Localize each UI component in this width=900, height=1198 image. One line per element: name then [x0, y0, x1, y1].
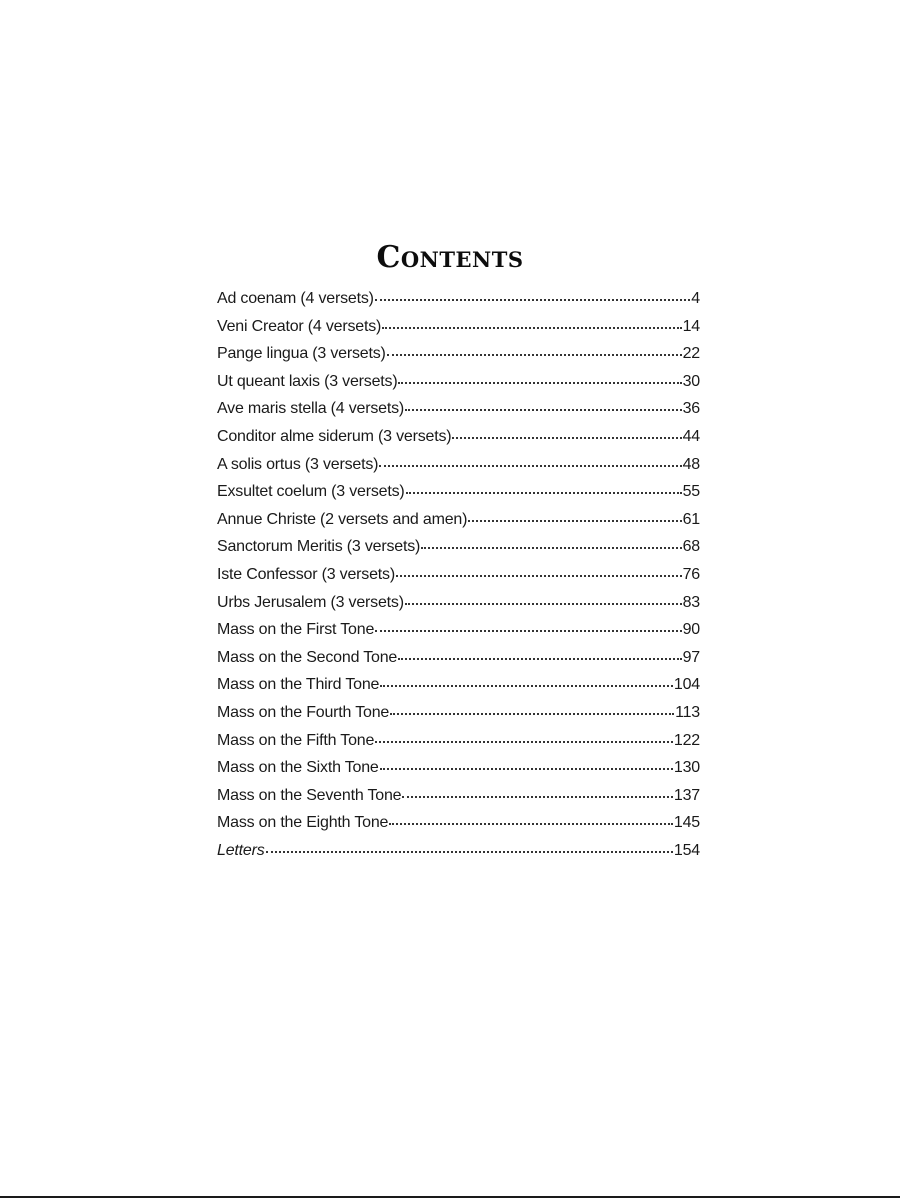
toc-entry-page-number: 68: [682, 538, 700, 556]
toc-entry: [217, 673, 700, 701]
toc-leader-dots: [266, 839, 673, 855]
toc-entry-label: Ut queant laxis (3 versets): [217, 372, 398, 390]
toc-leader-dots: [452, 425, 681, 441]
toc-entry-page-number: 48: [682, 455, 700, 473]
toc-entry-label: Sanctorum Meritis (3 versets): [217, 538, 421, 556]
toc-leader-dots: [375, 729, 673, 745]
toc-leader-dots: [382, 315, 681, 331]
toc-entry-page-number: 22: [682, 345, 700, 363]
toc-leader-dots: [390, 701, 674, 717]
toc-entry-label: Pange lingua (3 versets): [217, 345, 386, 363]
toc-entry-page-number: 90: [682, 621, 700, 639]
toc-entry-page-number: 122: [673, 731, 700, 749]
toc-entry-label: Annue Christe (2 versets and amen): [217, 510, 468, 528]
toc-entry: [217, 342, 700, 370]
toc-entry: [217, 811, 700, 839]
toc-entry-label: Letters: [217, 841, 265, 859]
toc-entry-label: Exsultet coelum (3 versets): [217, 483, 405, 501]
toc-leader-dots: [398, 370, 681, 386]
toc-entry: [217, 563, 700, 591]
toc-entry: [217, 315, 700, 343]
toc-leader-dots: [406, 480, 682, 496]
toc-entry-label: Mass on the Sixth Tone: [217, 759, 379, 777]
toc-entry-page-number: 4: [691, 290, 700, 307]
toc-entry: [217, 646, 700, 674]
toc-entry-page-number: 55: [682, 483, 700, 501]
toc-entry-page-number: 130: [673, 759, 700, 777]
toc-entry: [217, 618, 700, 646]
toc-leader-dots: [405, 397, 682, 413]
toc-entry-page-number: 97: [682, 648, 700, 666]
toc-leader-dots: [405, 591, 682, 607]
toc-entry-label: Veni Creator (4 versets): [217, 317, 382, 335]
toc-entry: [217, 425, 700, 453]
toc-entry-page-number: 104: [673, 676, 700, 694]
toc-leader-dots: [396, 563, 682, 579]
toc-entry-label: Conditor alme siderum (3 versets): [217, 427, 452, 445]
toc-entry: [217, 839, 700, 867]
toc-entry-label: Mass on the Third Tone: [217, 676, 380, 694]
toc-entry-label: Mass on the First Tone: [217, 621, 375, 639]
toc-entry: [217, 480, 700, 508]
toc-entry-label: A solis ortus (3 versets): [217, 455, 379, 473]
toc-leader-dots: [468, 508, 681, 524]
toc-entry-page-number: 76: [682, 565, 700, 583]
toc-entry: [217, 535, 700, 563]
toc-entry-page-number: 145: [673, 814, 700, 832]
toc-leader-dots: [375, 287, 691, 303]
toc-leader-dots: [389, 811, 673, 827]
toc-leader-dots: [380, 673, 673, 689]
toc-entry-page-number: 61: [682, 510, 700, 528]
toc-entry: [217, 591, 700, 619]
toc-entry-page-number: 83: [682, 593, 700, 611]
toc-entry-page-number: 44: [682, 427, 700, 445]
toc-entry-label: Mass on the Fourth Tone: [217, 703, 390, 721]
toc-entry: [217, 701, 700, 729]
table-of-contents: [217, 287, 700, 866]
toc-entry-label: Mass on the Seventh Tone: [217, 786, 402, 804]
toc-leader-dots: [380, 756, 673, 772]
toc-entry: [217, 729, 700, 757]
toc-entry-label: Mass on the Second Tone: [217, 648, 398, 666]
toc-entry-label: Mass on the Eighth Tone: [217, 814, 389, 832]
toc-leader-dots: [375, 618, 681, 634]
toc-entry-page-number: 14: [682, 317, 700, 335]
toc-entry: [217, 508, 700, 536]
toc-entry-page-number: 36: [682, 400, 700, 418]
toc-entry-page-number: 113: [675, 703, 700, 721]
toc-leader-dots: [398, 646, 681, 662]
toc-entry-page-number: 154: [673, 841, 700, 859]
toc-entry-label: Urbs Jerusalem (3 versets): [217, 593, 404, 611]
toc-entry: [217, 287, 700, 315]
toc-entry-label: Iste Confessor (3 versets): [217, 565, 395, 583]
toc-entry-page-number: 30: [682, 372, 700, 390]
page-title: Contents: [376, 240, 524, 276]
toc-leader-dots: [402, 784, 673, 800]
toc-entry: [217, 756, 700, 784]
toc-entry: [217, 784, 700, 812]
toc-entry: [217, 370, 700, 398]
toc-leader-dots: [379, 453, 681, 469]
toc-entry-label: Mass on the Fifth Tone: [217, 731, 375, 749]
toc-entry: [217, 397, 700, 425]
toc-leader-dots: [421, 535, 681, 551]
toc-entry-page-number: 137: [673, 786, 700, 804]
toc-entry-label: Ave maris stella (4 versets): [217, 400, 405, 418]
toc-entry-label: Ad coenam (4 versets): [217, 290, 374, 307]
toc-leader-dots: [387, 342, 682, 358]
toc-entry: [217, 453, 700, 481]
